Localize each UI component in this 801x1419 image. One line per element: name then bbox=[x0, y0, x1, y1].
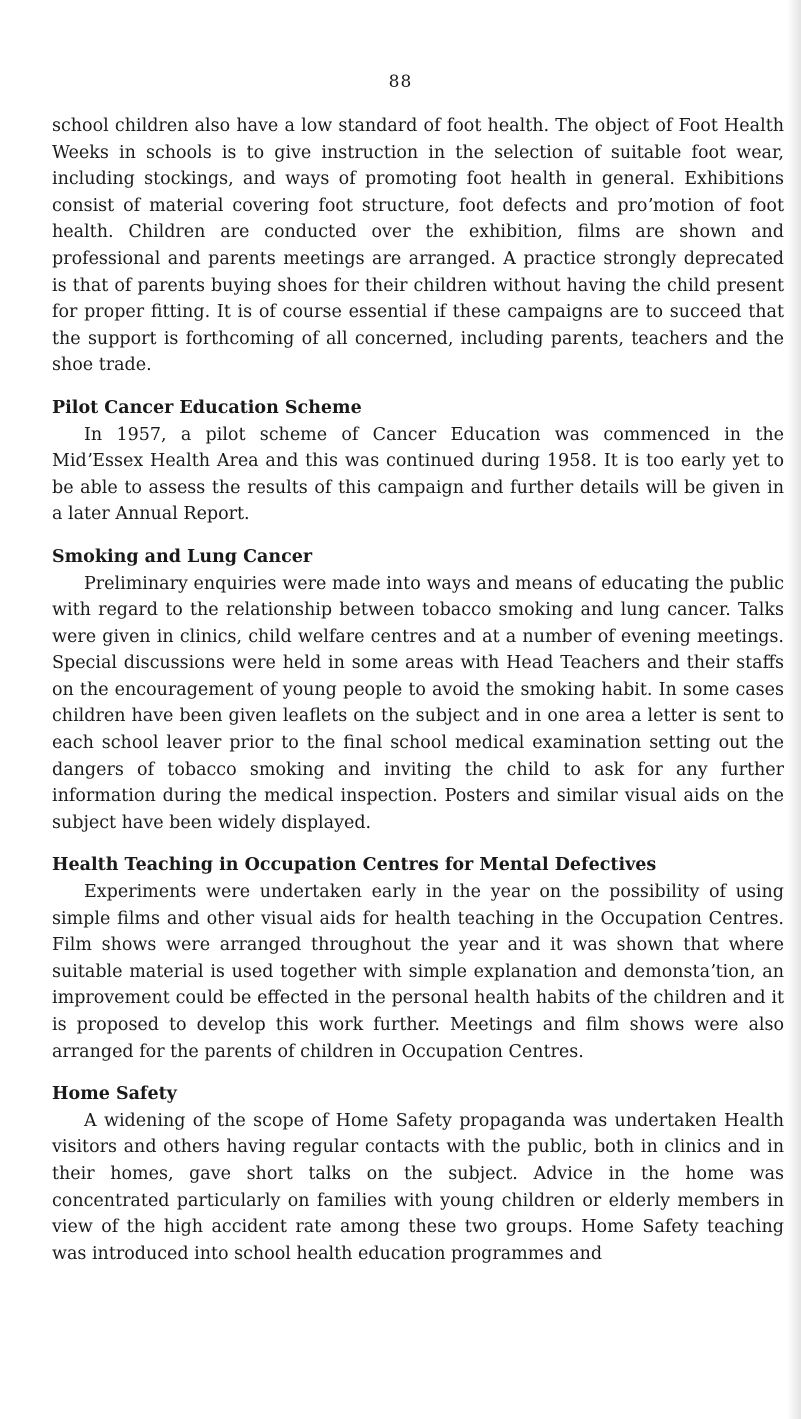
section-heading: Smoking and Lung Cancer bbox=[52, 546, 313, 567]
section-home-safety bbox=[52, 1081, 784, 1267]
page-body bbox=[52, 113, 784, 1267]
section-occupation-centres bbox=[52, 852, 784, 1065]
intro-paragraph: school children also have a low standard of foot health. The object of Foot Health Weeks in schools is to give instruction in the selection of suitable foot wear, including stockings, and ways of promoting foot health in general. Exhibitions consist of material covering foot structure, foot defects and proʼmotion of foot health. Children are conducted over the exhibition, films are shown and professional and parents meetings are arranged. A practice strongly deprecated is that of parents buying shoes for their children without having the child present for proper fitting. It is of course essential if these campaigns are to succeed that the support is forthcoming of all concerned, including parents, teachers and the shoe trade. bbox=[52, 116, 784, 376]
section-heading: Pilot Cancer Education Scheme bbox=[52, 397, 362, 418]
page-number: 88 bbox=[388, 72, 413, 92]
page-edge-shadow bbox=[787, 0, 801, 1419]
section-paragraph: In 1957, a pilot scheme of Cancer Education was commenced in the MidʼEssex Health Area and this was continued during 1958. It is too early yet to be able to assess the results of this campaign and further details will be given in a later Annual Report. bbox=[52, 424, 784, 525]
section-heading: Home Safety bbox=[52, 1084, 177, 1105]
section-paragraph: Experiments were undertaken early in the year on the possibility of using simple films and other visual aids for health teaching in the Occupation Centres. Film shows were arranged throughout the year and it was shown that where suitable material is used together with simple explanation and demonstaʼtion, an improvement could be effected in the personal health habits of the children and it is proposed to develop this work further. Meetings and film shows were also arranged for the parents of children in Occupation Centres. bbox=[52, 882, 784, 1062]
section-pilot-cancer-education bbox=[52, 395, 784, 528]
section-paragraph: A widening of the scope of Home Safety propaganda was undertaken Health visitors and others having regular contacts with the public, both in clinics and in their homes, gave short talks on the subject. Advice in the home was concentrated particularly on families with young children or elderly members in view of the high accident rate among these two groups. Home Safety teaching was introduced into school health education programmes and bbox=[52, 1110, 784, 1264]
section-smoking-lung-cancer bbox=[52, 544, 784, 837]
section-paragraph: Preliminary enquiries were made into ways and means of educating the public with regard to the relationship between tobacco smoking and lung cancer. Talks were given in clinics, child welfare centres and at a number of evening meetings. Special discussions were held in some areas with Head Teachers and their staffs on the encouragement of young people to avoid the smoking habit. In some cases children have been given leaflets on the subject and in one area a letter is sent to each school leaver prior to the final school medical examination setting out the dangers of tobacco smoking and inviting the child to ask for any further information during the medical inspection. Posters and similar visual aids on the subject have been widely displayed. bbox=[52, 573, 784, 833]
section-heading: Health Teaching in Occupation Centres for Mental Defectives bbox=[52, 855, 657, 876]
